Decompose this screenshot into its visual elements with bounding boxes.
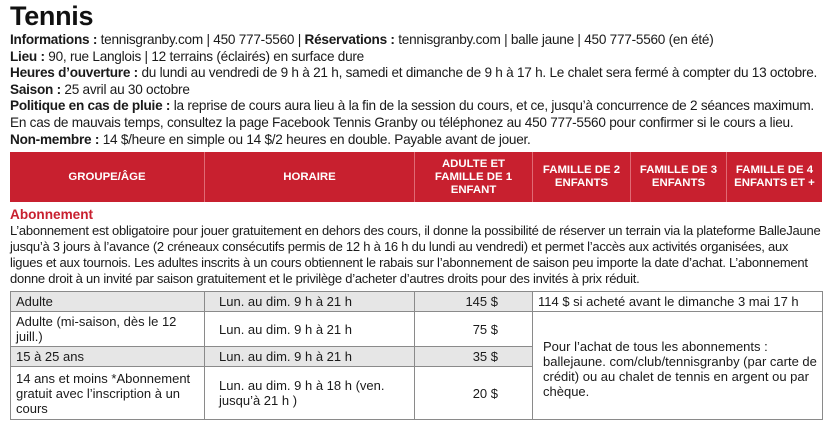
- pluie-label: Politique en cas de pluie :: [10, 98, 171, 114]
- informations-value: tennisgranby.com | 450 777-5560 |: [100, 32, 301, 47]
- header-famille-4: FAMILLE DE 4 ENFANTS ET +: [726, 152, 822, 202]
- pluie-line-2: En cas de mauvais temps, consultez la page Facebook Tennis Granby ou téléphonez au 450 777-5560 pour confirmer si le cours a lieu.: [10, 114, 794, 130]
- row-schedule: Lun. au dim. 9 h à 18 h (ven. jusqu’à 21 h ): [205, 367, 415, 420]
- non-membre-line: [10, 132, 822, 149]
- info-block: [10, 32, 822, 148]
- achat-note: Pour l’achat de tous les abonnements : ballejaune. com/club/tennisgranby (par carte de crédit) ou au chalet de tennis en argent ou par chèque.: [533, 312, 823, 420]
- row-group: Adulte: [11, 292, 205, 312]
- row-price: 75 $: [415, 312, 533, 347]
- header-adulte-famille-1: ADULTE ET FAMILLE DE 1 ENFANT: [414, 152, 532, 202]
- row-schedule: Lun. au dim. 9 h à 21 h: [205, 292, 415, 312]
- abonnement-prices-table: [10, 291, 823, 420]
- page-title: Tennis: [10, 1, 94, 31]
- lieu-line: [10, 49, 822, 66]
- row-price: 20 $: [415, 367, 533, 420]
- heures-line: [10, 65, 822, 82]
- header-famille-2: FAMILLE DE 2 ENFANTS: [532, 152, 630, 202]
- saison-label: Saison :: [10, 81, 61, 97]
- pluie-line: [10, 98, 822, 115]
- header-horaire: HORAIRE: [204, 152, 414, 202]
- row-group: 15 à 25 ans: [11, 347, 205, 367]
- lieu-label: Lieu :: [10, 48, 45, 64]
- lieu-value: 90, rue Langlois | 12 terrains (éclairés) en surface dure: [48, 48, 364, 64]
- row-schedule: Lun. au dim. 9 h à 21 h: [205, 312, 415, 347]
- informations-line: [10, 32, 822, 49]
- pluie-value: la reprise de cours aura lieu à la fin de la session du cours, et ce, jusqu’à concurrence de 2 séances maximum.: [173, 98, 814, 114]
- non-membre-label: Non-membre :: [10, 131, 100, 147]
- row-group: 14 ans et moins *Abonnement gratuit avec l’inscription à un cours: [11, 367, 205, 420]
- row-group: Adulte (mi-saison, dès le 12 juill.): [11, 312, 205, 347]
- abonnement-title: Abonnement: [10, 207, 94, 223]
- abonnement-text: L’abonnement est obligatoire pour jouer gratuitement en dehors des cours, il donne la possibilité de réserver un terrain via la plateforme BalleJaune jusqu’à 3 jours à l’avance (2 créneaux consécutifs permis de 12 h à 16 h du lundi au vendredi) et permet l’accès aux activités organisées, aux ligues et aux tournois. Les adultes inscrits à un cours obtiennent le rabais sur l’abonnement de saison peu importe la date d’achat. L’abonnement donne droit à un invité par saison gratuitement et le privilège d’acheter d’autres droits pour des invités à prix réduit.: [10, 223, 821, 287]
- reservations-value: tennisgranby.com | balle jaune | 450 777-5560 (en été): [398, 32, 714, 47]
- row-price: 145 $: [415, 292, 533, 312]
- row-schedule: Lun. au dim. 9 h à 21 h: [205, 347, 415, 367]
- row-price: 35 $: [415, 347, 533, 367]
- header-famille-3: FAMILLE DE 3 ENFANTS: [630, 152, 726, 202]
- header-groupe-age: GROUPE/ÂGE: [68, 170, 146, 183]
- saison-value: 25 avril au 30 octobre: [64, 81, 190, 97]
- non-membre-value: 14 $/heure en simple ou 14 $/2 heures en double. Payable avant de jouer.: [102, 131, 531, 147]
- reservations-label: Réservations :: [304, 32, 395, 47]
- adulte-note: 114 $ si acheté avant le dimanche 3 mai 17 h: [533, 292, 823, 312]
- table-row: [11, 292, 823, 312]
- table-row: [11, 312, 823, 347]
- heures-label: Heures d’ouverture :: [10, 65, 138, 81]
- heures-value: du lundi au vendredi de 9 h à 21 h, samedi et dimanche de 9 h à 17 h. Le chalet sera fermé à compter du 13 octobre.: [141, 65, 818, 81]
- informations-label: Informations :: [10, 32, 98, 47]
- table-header: [10, 152, 822, 202]
- saison-line: [10, 82, 822, 99]
